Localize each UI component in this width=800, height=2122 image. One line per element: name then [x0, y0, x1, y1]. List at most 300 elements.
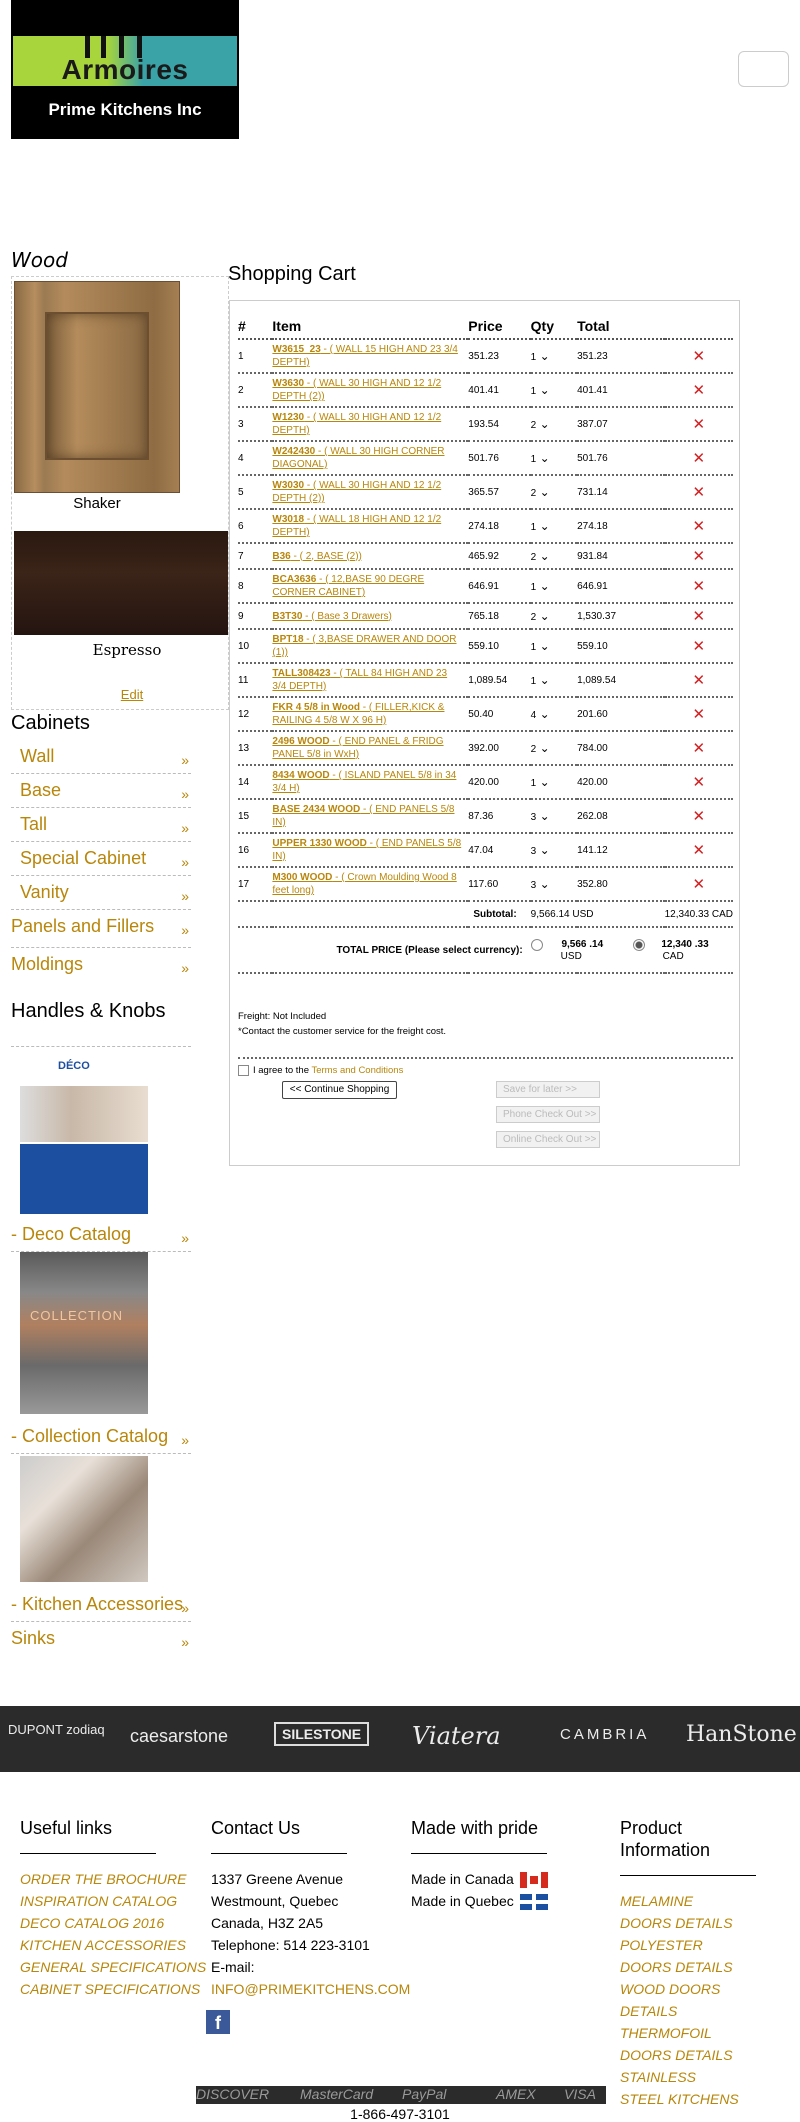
item-code: TALL308423 [272, 668, 331, 679]
row-number: 17 [238, 867, 272, 901]
item-price: 50.40 [468, 697, 530, 731]
table-row [238, 373, 733, 407]
sidebar-item-moldings[interactable] [11, 948, 191, 984]
quantity-select[interactable]: 3 ⌄ [531, 846, 550, 857]
table-row [238, 569, 733, 603]
item-cell [272, 407, 468, 441]
brand-logo: DUPONT zodiaq [8, 1722, 105, 1737]
sidebar-item-special-cabinet[interactable] [11, 842, 191, 876]
column-header: Total [577, 313, 664, 339]
payment-logo: PayPal [402, 2086, 447, 2102]
item-total: 201.60 [577, 697, 664, 731]
row-number: 12 [238, 697, 272, 731]
item-description: - ( Base 3 Drawers) [302, 610, 392, 622]
item-cell [272, 441, 468, 475]
made-in-canada: Made in Canada [411, 1871, 514, 1887]
footer-phone: 1-866-497-3101 [350, 2106, 450, 2122]
quebec-flag-icon [520, 1894, 548, 1910]
close-icon[interactable]: ✕ [665, 867, 733, 901]
sidebar-item-label: Base [20, 780, 62, 800]
item-description: - ( ISLAND PANEL 5/8 in 34 3/4 H) [272, 770, 457, 794]
footer-product-info [620, 1817, 740, 2110]
item-description: - ( WALL 15 HIGH AND 23 3/4 DEPTH) [272, 344, 458, 368]
cart-title: Shopping Cart [228, 263, 356, 285]
continue-shopping-button[interactable]: << Continue Shopping [282, 1081, 397, 1099]
payment-logo: VISA [564, 2086, 596, 2102]
cart-notes [238, 1009, 446, 1039]
item-total: 731.14 [577, 475, 664, 509]
kitchen-accessories-image[interactable] [20, 1456, 148, 1582]
item-cell [272, 569, 468, 603]
item-price: 559.10 [468, 629, 530, 663]
row-number: 5 [238, 475, 272, 509]
sidebar-item-deco-catalog[interactable] [11, 1218, 191, 1252]
sidebar-item-vanity[interactable] [11, 876, 191, 910]
item-price: 87.36 [468, 799, 530, 833]
total-price-row [238, 927, 733, 973]
close-icon[interactable]: ✕ [665, 697, 733, 731]
item-link[interactable] [272, 446, 444, 470]
footer-link[interactable]: POLYESTER DOORS DETAILS [620, 1937, 733, 1975]
item-price: 392.00 [468, 731, 530, 765]
item-link[interactable] [272, 412, 441, 436]
item-description: - ( 3,BASE DRAWER AND DOOR (1)) [272, 634, 457, 658]
column-header: Price [468, 313, 530, 339]
subtotal-cad: 12,340.33 CAD [665, 901, 733, 927]
sidebar-item-label: - Deco Catalog [11, 1224, 132, 1244]
chevron-right-icon: » [181, 1230, 189, 1246]
item-total: 559.10 [577, 629, 664, 663]
item-price: 501.76 [468, 441, 530, 475]
footer-link[interactable]: DECO CATALOG 2016 [20, 1915, 165, 1931]
usd-radio[interactable] [531, 939, 543, 951]
row-number: 3 [238, 407, 272, 441]
espresso-label: Espresso [92, 641, 162, 659]
sidebar-item-label: Special Cabinet [20, 848, 147, 868]
chevron-right-icon: » [181, 922, 189, 938]
close-icon[interactable]: ✕ [665, 339, 733, 373]
cad-option[interactable] [661, 927, 733, 973]
row-number: 8 [238, 569, 272, 603]
row-number: 16 [238, 833, 272, 867]
cart-table [238, 313, 733, 974]
deco-logo-text: DÉCO [58, 1060, 90, 1072]
quantity-select[interactable]: 1 ⌄ [531, 522, 550, 533]
item-total: 501.76 [577, 441, 664, 475]
item-total: 646.91 [577, 569, 664, 603]
item-link[interactable] [272, 344, 457, 368]
footer-link[interactable]: GENERAL SPECIFICATIONS [20, 1959, 207, 1975]
item-cell [272, 373, 468, 407]
table-row [238, 509, 733, 543]
item-code: W3630 [272, 378, 305, 389]
item-link[interactable] [272, 611, 391, 622]
item-price: 401.41 [468, 373, 530, 407]
item-link[interactable] [272, 480, 441, 504]
item-code: W3030 [272, 480, 305, 491]
chevron-right-icon: » [181, 854, 189, 870]
facebook-icon[interactable]: f [206, 2010, 230, 2034]
close-icon[interactable]: ✕ [665, 799, 733, 833]
footer-useful-links [20, 1817, 206, 2000]
item-code: BPT18 [272, 634, 304, 645]
footer-link[interactable]: CABINET SPECIFICATIONS [20, 1981, 201, 1997]
item-code: B3T30 [272, 610, 303, 622]
footer-link[interactable]: MELAMINE DOORS DETAILS [620, 1893, 733, 1931]
item-link[interactable] [272, 634, 456, 658]
company-logo[interactable] [11, 0, 239, 139]
item-code: W242430 [272, 446, 316, 457]
collection-catalog-image[interactable] [20, 1252, 148, 1414]
item-total: 387.07 [577, 407, 664, 441]
item-code: 2496 WOOD [272, 736, 330, 747]
footer-pride [411, 1817, 548, 1912]
subtotal-usd: 9,566.14 USD [531, 901, 665, 927]
chevron-right-icon: » [181, 1634, 189, 1650]
item-code: B36 [272, 550, 291, 562]
payment-logo: AMEX [496, 2086, 536, 2102]
table-row [238, 799, 733, 833]
address-line: Canada, H3Z 2A5 [211, 1915, 324, 1931]
address-line: 1337 Greene Avenue [211, 1871, 344, 1887]
chevron-right-icon: » [181, 786, 189, 802]
item-description: - ( FILLER,KICK & RAILING 4 5/8 W X 96 H) [272, 702, 445, 726]
footer-heading: Contact Us [211, 1818, 301, 1838]
agree-checkbox[interactable] [238, 1065, 249, 1076]
sidebar-item-label: Panels and Fillers [11, 916, 155, 936]
item-price: 117.60 [468, 867, 530, 901]
chevron-right-icon: » [181, 960, 189, 976]
cart-panel [229, 300, 740, 1166]
payment-logo: DISCOVER [196, 2086, 270, 2102]
table-row [238, 765, 733, 799]
quantity-select[interactable]: 2 ⌄ [531, 612, 550, 623]
brand-logo: caesarstone [130, 1726, 229, 1746]
item-price: 193.54 [468, 407, 530, 441]
quantity-select[interactable]: 2 ⌄ [531, 744, 550, 755]
column-header: Item [272, 313, 468, 339]
sidebar-item-label: Tall [20, 814, 48, 834]
subtotal-label: Subtotal: [272, 901, 530, 927]
item-link[interactable] [272, 574, 424, 598]
usd-amount: 9,566 .14 [561, 939, 604, 951]
item-cell [272, 663, 468, 697]
item-link[interactable] [272, 804, 454, 828]
online-checkout-button[interactable]: Online Check Out >> [496, 1131, 600, 1148]
brand-logo: CAMBRIA [560, 1726, 650, 1743]
item-cell [272, 799, 468, 833]
made-in-quebec: Made in Quebec [411, 1893, 514, 1909]
footer-contact [211, 1817, 410, 2000]
freight-note: Freight: Not Included [238, 1011, 327, 1022]
quantity-select[interactable]: 2 ⌄ [531, 552, 550, 563]
item-description: - ( WALL 30 HIGH AND 12 1/2 DEPTH (2)) [272, 378, 442, 402]
item-total: 274.18 [577, 509, 664, 543]
row-number: 1 [238, 339, 272, 373]
item-total: 1,089.54 [577, 663, 664, 697]
total-price-label: TOTAL PRICE (Please select currency): [272, 927, 530, 973]
footer-link[interactable]: ORDER THE BROCHURE [20, 1871, 187, 1887]
cad-radio[interactable] [633, 939, 645, 951]
item-link[interactable] [272, 551, 361, 562]
sidebar-item-tall[interactable] [11, 808, 191, 842]
quantity-select[interactable]: 3 ⌄ [531, 812, 550, 823]
item-price: 351.23 [468, 339, 530, 373]
table-row [238, 407, 733, 441]
sidebar-item-panels-fillers[interactable] [11, 910, 191, 948]
item-total: 1,530.37 [577, 603, 664, 629]
quantity-select[interactable]: 2 ⌄ [531, 488, 550, 499]
close-icon[interactable]: ✕ [665, 407, 733, 441]
row-number: 6 [238, 509, 272, 543]
row-number: 9 [238, 603, 272, 629]
edit-finish-link[interactable]: Edit [120, 687, 144, 702]
terms-agreement [238, 1057, 733, 1076]
row-number: 2 [238, 373, 272, 407]
footer-link[interactable]: STAINLESS STEEL KITCHENS [620, 2069, 739, 2107]
item-code: BASE 2434 WOOD [272, 804, 361, 815]
quantity-select[interactable]: 1 ⌄ [531, 582, 550, 593]
item-link[interactable] [272, 736, 443, 760]
table-row [238, 475, 733, 509]
hamburger-menu-icon[interactable] [738, 51, 789, 87]
row-number: 14 [238, 765, 272, 799]
table-row [238, 833, 733, 867]
quantity-select[interactable]: 1 ⌄ [531, 454, 550, 465]
item-link[interactable] [272, 702, 444, 726]
logo-company-text: Prime Kitchens Inc [48, 100, 202, 119]
sidebar-item-label: - Collection Catalog [11, 1426, 169, 1446]
footer-heading: Product Information [620, 1818, 711, 1860]
item-price: 420.00 [468, 765, 530, 799]
item-price: 365.57 [468, 475, 530, 509]
item-cell [272, 833, 468, 867]
item-link[interactable] [272, 872, 456, 896]
cad-label: CAD [662, 950, 684, 962]
telephone: Telephone: 514 223-3101 [211, 1937, 370, 1953]
item-description: - ( TALL 84 HIGH AND 23 3/4 DEPTH) [272, 668, 448, 692]
item-price: 646.91 [468, 569, 530, 603]
finish-box [11, 276, 229, 710]
item-description: - ( Crown Moulding Wood 8 feet long) [272, 872, 457, 896]
item-cell [272, 697, 468, 731]
subtotal-row [238, 901, 733, 927]
wood-title: Wood [11, 248, 68, 272]
item-description: - ( 12,BASE 90 DEGRE CORNER CABINET) [272, 574, 425, 598]
save-for-later-button[interactable]: Save for later >> [496, 1081, 600, 1098]
footer-heading: Made with pride [411, 1818, 539, 1838]
footer-link[interactable]: WOOD DOORS DETAILS [620, 1981, 721, 2019]
brand-logo: HanStone [686, 1722, 797, 1747]
canada-flag-icon [520, 1872, 548, 1888]
brand-logo: SILESTONE [274, 1722, 369, 1746]
item-link[interactable] [272, 770, 456, 794]
item-cell [272, 765, 468, 799]
table-row [238, 697, 733, 731]
close-icon[interactable]: ✕ [665, 663, 733, 697]
sidebar-item-label: Vanity [20, 882, 69, 902]
close-icon[interactable]: ✕ [665, 373, 733, 407]
footer-link[interactable]: INSPIRATION CATALOG [20, 1893, 178, 1909]
cabinets-title: Cabinets [11, 712, 90, 734]
table-row [238, 543, 733, 569]
chevron-right-icon: » [181, 820, 189, 836]
chevron-right-icon: » [181, 1600, 189, 1616]
quantity-select[interactable]: 1 ⌄ [531, 778, 550, 789]
item-total: 401.41 [577, 373, 664, 407]
item-code: W1230 [272, 412, 305, 423]
close-icon[interactable]: ✕ [665, 475, 733, 509]
quantity-select[interactable]: 1 ⌄ [531, 386, 550, 397]
sidebar-item-label: Wall [20, 746, 55, 766]
row-number: 10 [238, 629, 272, 663]
table-row [238, 603, 733, 629]
table-row [238, 629, 733, 663]
item-code: 8434 WOOD [272, 770, 330, 781]
item-description: - ( END PANELS 5/8 IN) [272, 838, 462, 862]
handles-knobs-title: Handles & Knobs [11, 1000, 166, 1022]
close-icon[interactable]: ✕ [665, 603, 733, 629]
item-link[interactable] [272, 514, 441, 538]
item-code: BCA3636 [272, 574, 317, 585]
item-price: 274.18 [468, 509, 530, 543]
item-cell [272, 543, 468, 569]
column-header: Qty [531, 313, 577, 339]
close-icon[interactable]: ✕ [665, 543, 733, 569]
chevron-right-icon: » [181, 888, 189, 904]
quantity-select[interactable]: 1 ⌄ [531, 352, 550, 363]
item-code: W3018 [272, 514, 305, 525]
item-description: - ( END PANEL & FRIDG PANEL 5/8 in WxH) [272, 736, 444, 760]
sidebar-item-label: Moldings [11, 954, 84, 974]
item-total: 141.12 [577, 833, 664, 867]
table-row [238, 339, 733, 373]
item-description: - ( WALL 18 HIGH AND 12 1/2 DEPTH) [272, 514, 442, 538]
table-row [238, 867, 733, 901]
item-description: - ( 2, BASE (2)) [290, 550, 362, 562]
item-cell [272, 339, 468, 373]
sidebar-item-sinks[interactable] [11, 1622, 191, 1656]
brand-logo: Viatera [412, 1722, 501, 1750]
footer-link[interactable]: KITCHEN ACCESSORIES [20, 1937, 186, 1953]
terms-link[interactable]: Terms and Conditions [311, 1065, 404, 1077]
agree-text: I agree to the [253, 1065, 312, 1077]
quantity-select[interactable]: 4 ⌄ [531, 710, 550, 721]
quantity-select[interactable]: 2 ⌄ [531, 420, 550, 431]
close-icon[interactable]: ✕ [665, 765, 733, 799]
close-icon[interactable]: ✕ [665, 441, 733, 475]
phone-checkout-button[interactable]: Phone Check Out >> [496, 1106, 600, 1123]
item-cell [272, 603, 468, 629]
close-icon[interactable]: ✕ [665, 509, 733, 543]
item-description: - ( WALL 30 HIGH AND 12 1/2 DEPTH) [272, 412, 442, 436]
item-code: W3615_23 [272, 344, 321, 355]
chevron-right-icon: » [181, 752, 189, 768]
row-number: 11 [238, 663, 272, 697]
item-total: 352.80 [577, 867, 664, 901]
item-price: 47.04 [468, 833, 530, 867]
collection-image-text: COLLECTION [30, 1308, 124, 1323]
close-icon[interactable]: ✕ [665, 833, 733, 867]
logo-brand-text: Armoires [61, 54, 189, 85]
usd-label: USD [560, 950, 582, 962]
email-label: E-mail: [211, 1959, 255, 1975]
email-link[interactable]: INFO@PRIMEKITCHENS.COM [211, 1981, 411, 1997]
sidebar-item-wall[interactable] [11, 740, 191, 774]
quantity-select[interactable]: 3 ⌄ [531, 880, 550, 891]
item-total: 262.08 [577, 799, 664, 833]
item-total: 784.00 [577, 731, 664, 765]
close-icon[interactable]: ✕ [665, 731, 733, 765]
item-cell [272, 475, 468, 509]
shaker-label: Shaker [73, 495, 121, 512]
sidebar-item-base[interactable] [11, 774, 191, 808]
shaker-finish-image[interactable] [14, 281, 180, 493]
item-description: - ( WALL 30 HIGH AND 12 1/2 DEPTH (2)) [272, 480, 442, 504]
item-link[interactable] [272, 838, 461, 862]
item-link[interactable] [272, 668, 447, 692]
item-cell [272, 867, 468, 901]
item-cell [272, 731, 468, 765]
close-icon[interactable]: ✕ [665, 629, 733, 663]
close-icon[interactable]: ✕ [665, 569, 733, 603]
quantity-select[interactable]: 1 ⌄ [531, 676, 550, 687]
payment-logo: MasterCard [300, 2086, 374, 2102]
item-price: 1,089.54 [468, 663, 530, 697]
item-code: FKR 4 5/8 in Wood [272, 702, 360, 713]
cad-amount: 12,340 .33 [661, 939, 709, 951]
item-price: 465.92 [468, 543, 530, 569]
row-number: 7 [238, 543, 272, 569]
sidebar-item-label: Sinks [11, 1628, 56, 1648]
address-line: Westmount, Quebec [211, 1893, 339, 1909]
item-cell [272, 629, 468, 663]
table-row [238, 441, 733, 475]
divider [11, 1046, 191, 1047]
usd-option[interactable] [531, 927, 665, 973]
row-number: 4 [238, 441, 272, 475]
sidebar-item-label: - Kitchen Accessories [11, 1594, 184, 1614]
item-cell [272, 509, 468, 543]
row-number: 15 [238, 799, 272, 833]
item-code: UPPER 1330 WOOD [272, 838, 367, 849]
sidebar-item-collection-catalog[interactable] [11, 1420, 191, 1454]
table-header-row [238, 313, 733, 339]
item-price: 765.18 [468, 603, 530, 629]
item-description: - ( WALL 30 HIGH CORNER DIAGONAL) [272, 446, 445, 470]
contact-note: *Contact the customer service for the freight cost. [238, 1026, 447, 1037]
item-total: 931.84 [577, 543, 664, 569]
item-link[interactable] [272, 378, 441, 402]
item-description: - ( END PANELS 5/8 IN) [272, 804, 455, 828]
brand-strip [0, 1706, 800, 1772]
espresso-finish-image[interactable] [14, 531, 228, 635]
deco-catalog-image[interactable] [20, 1052, 148, 1214]
sidebar-item-kitchen-accessories[interactable] [11, 1588, 191, 1622]
chevron-right-icon: » [181, 1432, 189, 1448]
payment-methods [196, 2086, 606, 2104]
footer-link[interactable]: THERMOFOIL DOORS DETAILS [620, 2025, 733, 2063]
row-number: 13 [238, 731, 272, 765]
item-total: 420.00 [577, 765, 664, 799]
item-code: M300 WOOD [272, 872, 333, 883]
table-row [238, 731, 733, 765]
item-total: 351.23 [577, 339, 664, 373]
column-header: # [238, 313, 272, 339]
quantity-select[interactable]: 1 ⌄ [531, 642, 550, 653]
table-row [238, 663, 733, 697]
footer-heading: Useful links [20, 1818, 113, 1838]
